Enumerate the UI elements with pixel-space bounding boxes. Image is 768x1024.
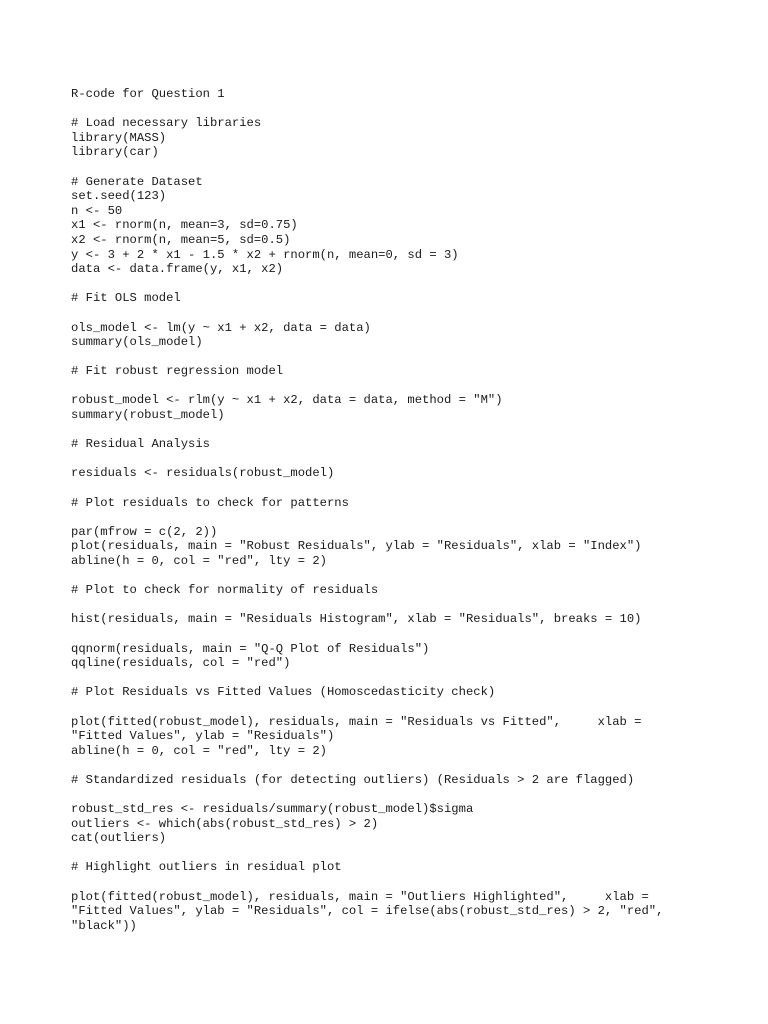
code-line: robust_std_res <- residuals/summary(robust_model)$sigma (71, 802, 474, 817)
code-line (71, 306, 761, 321)
code-comment-line: # Plot to check for normality of residuals (71, 583, 379, 598)
code-line (71, 350, 761, 365)
code-comment-line: # Residual Analysis (71, 437, 210, 452)
code-line: qqline(residuals, col = "red") (71, 656, 291, 671)
code-line (71, 379, 761, 394)
code-line: residuals <- residuals(robust_model) (71, 466, 335, 481)
code-line: summary(ols_model) (71, 335, 203, 350)
code-line: abline(h = 0, col = "red", lty = 2) (71, 743, 327, 758)
code-line: library(car) (71, 145, 159, 160)
code-line (71, 846, 761, 861)
code-line: summary(robust_model) (71, 408, 225, 423)
code-line: set.seed(123) (71, 189, 167, 204)
code-line (71, 598, 761, 613)
code-line: par(mfrow = c(2, 2)) (71, 524, 218, 539)
code-comment-line: # Load necessary libraries (71, 116, 262, 131)
r-code-block (71, 87, 761, 933)
code-line: hist(residuals, main = "Residuals Histogram", xlab = "Residuals", breaks = 10) (71, 612, 642, 627)
code-line: y <- 3 + 2 * x1 - 1.5 * x2 + rnorm(n, mean=0, sd = 3) (71, 247, 459, 262)
code-line: cat(outliers) (71, 831, 167, 846)
code-comment-line: # Plot Residuals vs Fitted Values (Homoscedasticity check) (71, 685, 496, 700)
code-comment-line: # Highlight outliers in residual plot (71, 860, 342, 875)
code-line (71, 423, 761, 438)
code-line: abline(h = 0, col = "red", lty = 2) (71, 554, 327, 568)
code-line: x1 <- rnorm(n, mean=3, sd=0.75) (71, 218, 298, 233)
code-line (71, 481, 761, 496)
document-page (71, 87, 761, 933)
code-line (71, 700, 761, 715)
code-line: "Fitted Values", ylab = "Residuals") (71, 729, 335, 744)
code-line: n <- 50 (71, 203, 123, 218)
code-line (71, 758, 761, 773)
code-comment-line: # Fit OLS model (71, 291, 181, 306)
code-line: "black")) (71, 918, 137, 933)
code-line (71, 102, 761, 117)
code-line (71, 627, 761, 642)
code-line (71, 875, 761, 890)
code-line: plot(fitted(robust_model), residuals, main = "Residuals vs Fitted", xlab = (71, 714, 642, 729)
document-title: R-code for Question 1 (71, 87, 225, 101)
code-line: data <- data.frame(y, x1, x2) (71, 262, 284, 277)
code-line: outliers <- which(abs(robust_std_res) > 2) (71, 816, 379, 831)
code-line: library(MASS) (71, 130, 167, 145)
code-line: robust_model <- rlm(y ~ x1 + x2, data = data, method = "M") (71, 393, 503, 408)
code-line (71, 788, 761, 803)
code-line: x2 <- rnorm(n, mean=5, sd=0.5) (71, 232, 291, 247)
code-comment-line: # Standardized residuals (for detecting outliers) (Residuals > 2 are flagged) (71, 772, 635, 787)
code-comment-line: # Generate Dataset (71, 174, 203, 189)
code-line: "Fitted Values", ylab = "Residuals", col = ifelse(abs(robust_std_res) > 2, "red", (71, 904, 664, 919)
code-line (71, 277, 761, 292)
code-line: qqnorm(residuals, main = "Q-Q Plot of Residuals") (71, 641, 430, 656)
code-line (71, 452, 761, 467)
code-line: ols_model <- lm(y ~ x1 + x2, data = data) (71, 320, 371, 335)
code-line (71, 160, 761, 175)
code-line (71, 510, 761, 525)
code-line: plot(fitted(robust_model), residuals, main = "Outliers Highlighted", xlab = (71, 889, 649, 904)
code-comment-line: # Fit robust regression model (71, 364, 284, 379)
code-line (71, 671, 761, 686)
code-line (71, 569, 761, 584)
code-line: plot(residuals, main = "Robust Residuals", ylab = "Residuals", xlab = "Index") (71, 539, 642, 554)
code-comment-line: # Plot residuals to check for patterns (71, 495, 349, 510)
